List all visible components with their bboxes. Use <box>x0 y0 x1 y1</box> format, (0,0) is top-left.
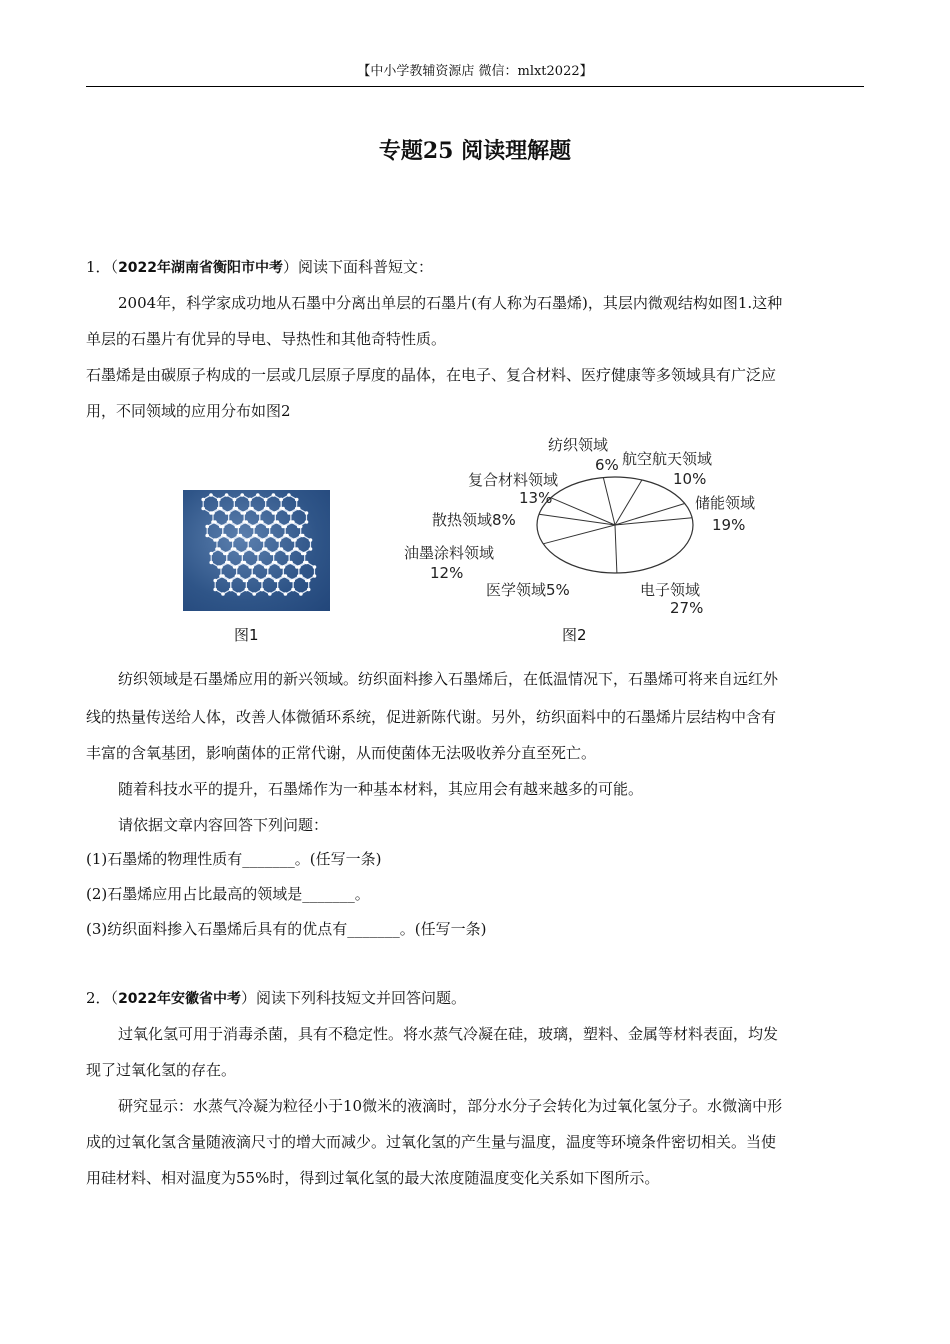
carbon-atom <box>221 592 225 596</box>
carbon-hexagon <box>231 576 247 594</box>
pie-slice-label: 复合材料领域 <box>468 471 559 489</box>
question-number: 2． <box>86 989 111 1007</box>
pie-slice-label: 医学领域5% <box>486 581 570 599</box>
carbon-atom <box>274 561 278 565</box>
carbon-atom <box>264 498 268 502</box>
carbon-hexagon <box>268 563 284 581</box>
carbon-hexagon <box>264 536 280 554</box>
graphene-lattice-figure <box>183 490 330 611</box>
carbon-atom <box>225 552 229 556</box>
source-close: ） <box>283 258 299 276</box>
carbon-hexagon <box>283 563 299 581</box>
source-open: （ <box>110 258 119 276</box>
carbon-atom <box>274 511 278 515</box>
carbon-atom <box>303 552 307 556</box>
carbon-atom <box>270 534 274 538</box>
carbon-atom <box>229 588 233 592</box>
paragraph-line: 2004年，科学家成功地从石墨中分离出单层的石墨片(有人称为石墨烯)，其层内微观结构如图1.这种 <box>118 294 783 312</box>
pie-chart-svg <box>390 430 790 630</box>
carbon-atom <box>291 588 295 592</box>
carbon-atom <box>299 525 303 529</box>
carbon-atom <box>205 534 209 538</box>
carbon-atom <box>225 493 229 497</box>
carbon-atom <box>278 538 282 542</box>
carbon-atom <box>245 588 249 592</box>
figure-2-caption: 图2 <box>562 626 587 644</box>
carbon-atom <box>276 588 280 592</box>
carbon-hexagon <box>289 549 305 567</box>
carbon-atom <box>229 520 233 524</box>
carbon-atom <box>209 493 213 497</box>
carbon-atom <box>201 507 205 511</box>
carbon-hexagon <box>246 576 262 594</box>
carbon-atom <box>276 579 280 583</box>
carbon-atom <box>313 565 317 569</box>
carbon-atom <box>233 547 237 551</box>
carbon-hexagon <box>207 522 223 540</box>
question-source: 2022年安徽省中考 <box>118 991 242 1007</box>
carbon-atom <box>252 525 256 529</box>
carbon-hexagon <box>274 549 290 567</box>
question-1-heading <box>86 250 866 285</box>
carbon-atom <box>241 552 245 556</box>
carbon-hexagon <box>291 509 307 527</box>
paragraph-line: 研究显示：水蒸气冷凝为粒径小于10微米的液滴时，部分水分子会转化为过氧化氢分子。水微滴中形 <box>118 1097 783 1115</box>
carbon-atom <box>213 520 217 524</box>
paragraph-line: 过氧化氢可用于消毒杀菌，具有不稳定性。将水蒸气冷凝在硅，玻璃，塑料、金属等材料表面，均发 <box>118 1025 779 1043</box>
carbon-hexagon <box>229 509 245 527</box>
carbon-atom <box>295 498 299 502</box>
carbon-atom <box>227 511 231 515</box>
carbon-atom <box>260 579 264 583</box>
carbon-hexagon <box>295 536 311 554</box>
carbon-atom <box>279 498 283 502</box>
carbon-atom <box>262 538 266 542</box>
carbon-atom <box>221 574 225 578</box>
carbon-atom <box>246 538 250 542</box>
carbon-hexagon <box>254 522 270 540</box>
carbon-hexagon <box>244 509 260 527</box>
carbon-atom <box>205 525 209 529</box>
carbon-atom <box>287 552 291 556</box>
carbon-atom <box>307 579 311 583</box>
carbon-atom <box>291 579 295 583</box>
pie-slice-percent: 10% <box>673 470 707 488</box>
pie-slice-percent: 27% <box>670 599 704 617</box>
figure-1-caption: 图1 <box>234 626 259 644</box>
carbon-atom <box>250 565 254 569</box>
carbon-atom <box>313 574 317 578</box>
carbon-atom <box>235 507 239 511</box>
carbon-atom <box>213 588 217 592</box>
question-source: 2022年湖南省衡阳市中考 <box>118 260 284 276</box>
carbon-atom <box>282 565 286 569</box>
carbon-atom <box>229 579 233 583</box>
pie-slice-label: 储能领域 <box>695 494 756 512</box>
carbon-hexagon <box>203 495 219 513</box>
carbon-atom <box>245 579 249 583</box>
sub-question-1: (1)石墨烯的物理性质有_______。(任写一条) <box>86 850 382 868</box>
carbon-atom <box>280 547 284 551</box>
carbon-atom <box>266 507 270 511</box>
carbon-atom <box>283 525 287 529</box>
pie-slice-label: 散热领域8% <box>432 511 516 529</box>
carbon-atom <box>243 561 247 565</box>
source-close: ） <box>241 989 257 1007</box>
carbon-atom <box>309 538 313 542</box>
carbon-atom <box>272 493 276 497</box>
pie-slice-percent: 6% <box>595 456 619 474</box>
pie-slice-label: 纺织领域 <box>548 436 609 454</box>
paragraph-line: 线的热量传送给人体，改善人体微循环系统，促进新陈代谢。另外，纺织面料中的石墨烯片层结构中含有 <box>86 708 777 726</box>
carbon-hexagon <box>211 549 227 567</box>
carbon-atom <box>221 525 225 529</box>
carbon-hexagon <box>293 576 309 594</box>
paragraph-line: 现了过氧化氢的存在。 <box>86 1061 237 1079</box>
carbon-hexagon <box>219 495 235 513</box>
carbon-atom <box>201 498 205 502</box>
carbon-atom <box>284 574 288 578</box>
carbon-atom <box>239 534 243 538</box>
carbon-hexagon <box>285 522 301 540</box>
carbon-hexagon <box>213 509 229 527</box>
carbon-atom <box>258 511 262 515</box>
carbon-hexagon <box>234 495 250 513</box>
carbon-atom <box>297 565 301 569</box>
carbon-atom <box>281 507 285 511</box>
carbon-atom <box>256 552 260 556</box>
carbon-atom <box>217 547 221 551</box>
pie-slice-percent: 12% <box>430 564 464 582</box>
paragraph-line: 丰富的含氧基团，影响菌体的正常代谢，从而使菌体无法吸收养分直至死亡。 <box>86 744 597 762</box>
carbon-atom <box>295 547 299 551</box>
carbon-atom <box>252 574 256 578</box>
paragraph-line: 用硅材料、相对温度为55%时，得到过氧化氢的最大浓度随温度变化关系如下图所示。 <box>86 1169 660 1187</box>
paragraph-line: 用，不同领域的应用分布如图2 <box>86 402 291 420</box>
carbon-hexagon <box>262 576 278 594</box>
carbon-atom <box>215 538 219 542</box>
carbon-atom <box>293 538 297 542</box>
carbon-hexagon <box>260 509 276 527</box>
carbon-atom <box>233 498 237 502</box>
graphene-lattice-image <box>183 490 330 611</box>
carbon-atom <box>268 574 272 578</box>
carbon-atom <box>209 552 213 556</box>
carbon-hexagon <box>279 536 295 554</box>
paragraph-line: 石墨烯是由碳原子构成的一层或几层原子厚度的晶体，在电子、复合材料、医疗健康等多领域具有广泛应 <box>86 366 777 384</box>
carbon-hexagon <box>278 576 294 594</box>
carbon-atom <box>260 520 264 524</box>
carbon-atom <box>235 565 239 569</box>
paragraph-line: 请依据文章内容回答下列问题： <box>118 816 329 834</box>
pie-slice-label: 电子领域 <box>640 581 701 599</box>
carbon-atom <box>227 561 231 565</box>
carbon-atom <box>268 592 272 596</box>
carbon-atom <box>248 547 252 551</box>
carbon-hexagon <box>217 536 233 554</box>
question-2-heading <box>86 981 866 1016</box>
carbon-hexagon <box>270 522 286 540</box>
carbon-hexagon <box>299 563 315 581</box>
carbon-atom <box>297 507 301 511</box>
carbon-hexagon <box>258 549 274 567</box>
carbon-atom <box>305 511 309 515</box>
carbon-atom <box>237 525 241 529</box>
carbon-atom <box>272 552 276 556</box>
carbon-atom <box>242 511 246 515</box>
carbon-atom <box>260 588 264 592</box>
page-title: 专题25 阅读理解题 <box>378 138 572 164</box>
pie-slice-label: 航空航天领域 <box>622 450 713 468</box>
paragraph-line: 成的过氧化氢含量随液滴尺寸的增大而减少。过氧化氢的产生量与温度，温度等环境条件密切相关。当使 <box>86 1133 777 1151</box>
question-intro: 阅读下面科普短文： <box>298 258 434 276</box>
carbon-atom <box>266 565 270 569</box>
carbon-atom <box>237 592 241 596</box>
carbon-atom <box>307 588 311 592</box>
carbon-hexagon <box>223 522 239 540</box>
carbon-atom <box>289 511 293 515</box>
pie-slice-percent: 13% <box>519 489 553 507</box>
sub-question-3: (3)纺织面料掺入石墨烯后具有的优点有_______。(任写一条) <box>86 920 487 938</box>
carbon-atom <box>211 511 215 515</box>
carbon-hexagon <box>233 536 249 554</box>
carbon-atom <box>268 525 272 529</box>
question-number: 1． <box>86 258 111 276</box>
carbon-atom <box>213 579 217 583</box>
carbon-atom <box>240 493 244 497</box>
carbon-atom <box>231 538 235 542</box>
carbon-atom <box>305 561 309 565</box>
carbon-hexagon <box>281 495 297 513</box>
carbon-atom <box>284 592 288 596</box>
carbon-atom <box>244 520 248 524</box>
carbon-atom <box>219 507 223 511</box>
carbon-atom <box>285 534 289 538</box>
paragraph-line: 单层的石墨片有优异的导电、导热性和其他奇特性质。 <box>86 330 447 348</box>
carbon-hexagon <box>215 576 231 594</box>
question-intro: 阅读下列科技短文并回答问题。 <box>256 989 467 1007</box>
carbon-hexagon <box>275 509 291 527</box>
carbon-atom <box>264 547 268 551</box>
carbon-atom <box>237 574 241 578</box>
carbon-hexagon <box>227 549 243 567</box>
carbon-atom <box>299 592 303 596</box>
pie-slice-percent: 19% <box>712 516 746 534</box>
carbon-atom <box>299 574 303 578</box>
carbon-atom <box>287 493 291 497</box>
carbon-atom <box>309 547 313 551</box>
carbon-hexagon <box>248 536 264 554</box>
carbon-hexagon <box>252 563 268 581</box>
carbon-hexagon <box>237 563 253 581</box>
carbon-hexagon <box>250 495 266 513</box>
carbon-atom <box>254 534 258 538</box>
carbon-hexagon <box>266 495 282 513</box>
carbon-atom <box>223 534 227 538</box>
carbon-atom <box>276 520 280 524</box>
source-open: （ <box>110 989 119 1007</box>
carbon-hexagon <box>221 563 237 581</box>
paragraph-line: 纺织领域是石墨烯应用的新兴领域。纺织面料掺入石墨烯后，在低温情况下，石墨烯可将来自远红外 <box>118 670 779 688</box>
carbon-atom <box>209 561 213 565</box>
page-header: 【中小学教辅资源店 微信：mlxt2022】 <box>86 62 864 87</box>
application-pie-chart <box>390 430 790 630</box>
carbon-atom <box>301 534 305 538</box>
carbon-atom <box>289 561 293 565</box>
pie-slice-label: 油墨涂料领域 <box>404 544 495 562</box>
carbon-atom <box>248 498 252 502</box>
paragraph-line: 随着科技水平的提升，石墨烯作为一种基本材料，其应用会有越来越多的可能。 <box>118 780 644 798</box>
carbon-atom <box>217 498 221 502</box>
carbon-atom <box>252 592 256 596</box>
carbon-atom <box>250 507 254 511</box>
carbon-atom <box>256 493 260 497</box>
carbon-atom <box>258 561 262 565</box>
carbon-hexagon <box>238 522 254 540</box>
carbon-atom <box>291 520 295 524</box>
sub-question-2: (2)石墨烯应用占比最高的领域是_______。 <box>86 885 370 903</box>
carbon-hexagon <box>242 549 258 567</box>
carbon-atom <box>305 520 309 524</box>
carbon-atom <box>219 565 223 569</box>
